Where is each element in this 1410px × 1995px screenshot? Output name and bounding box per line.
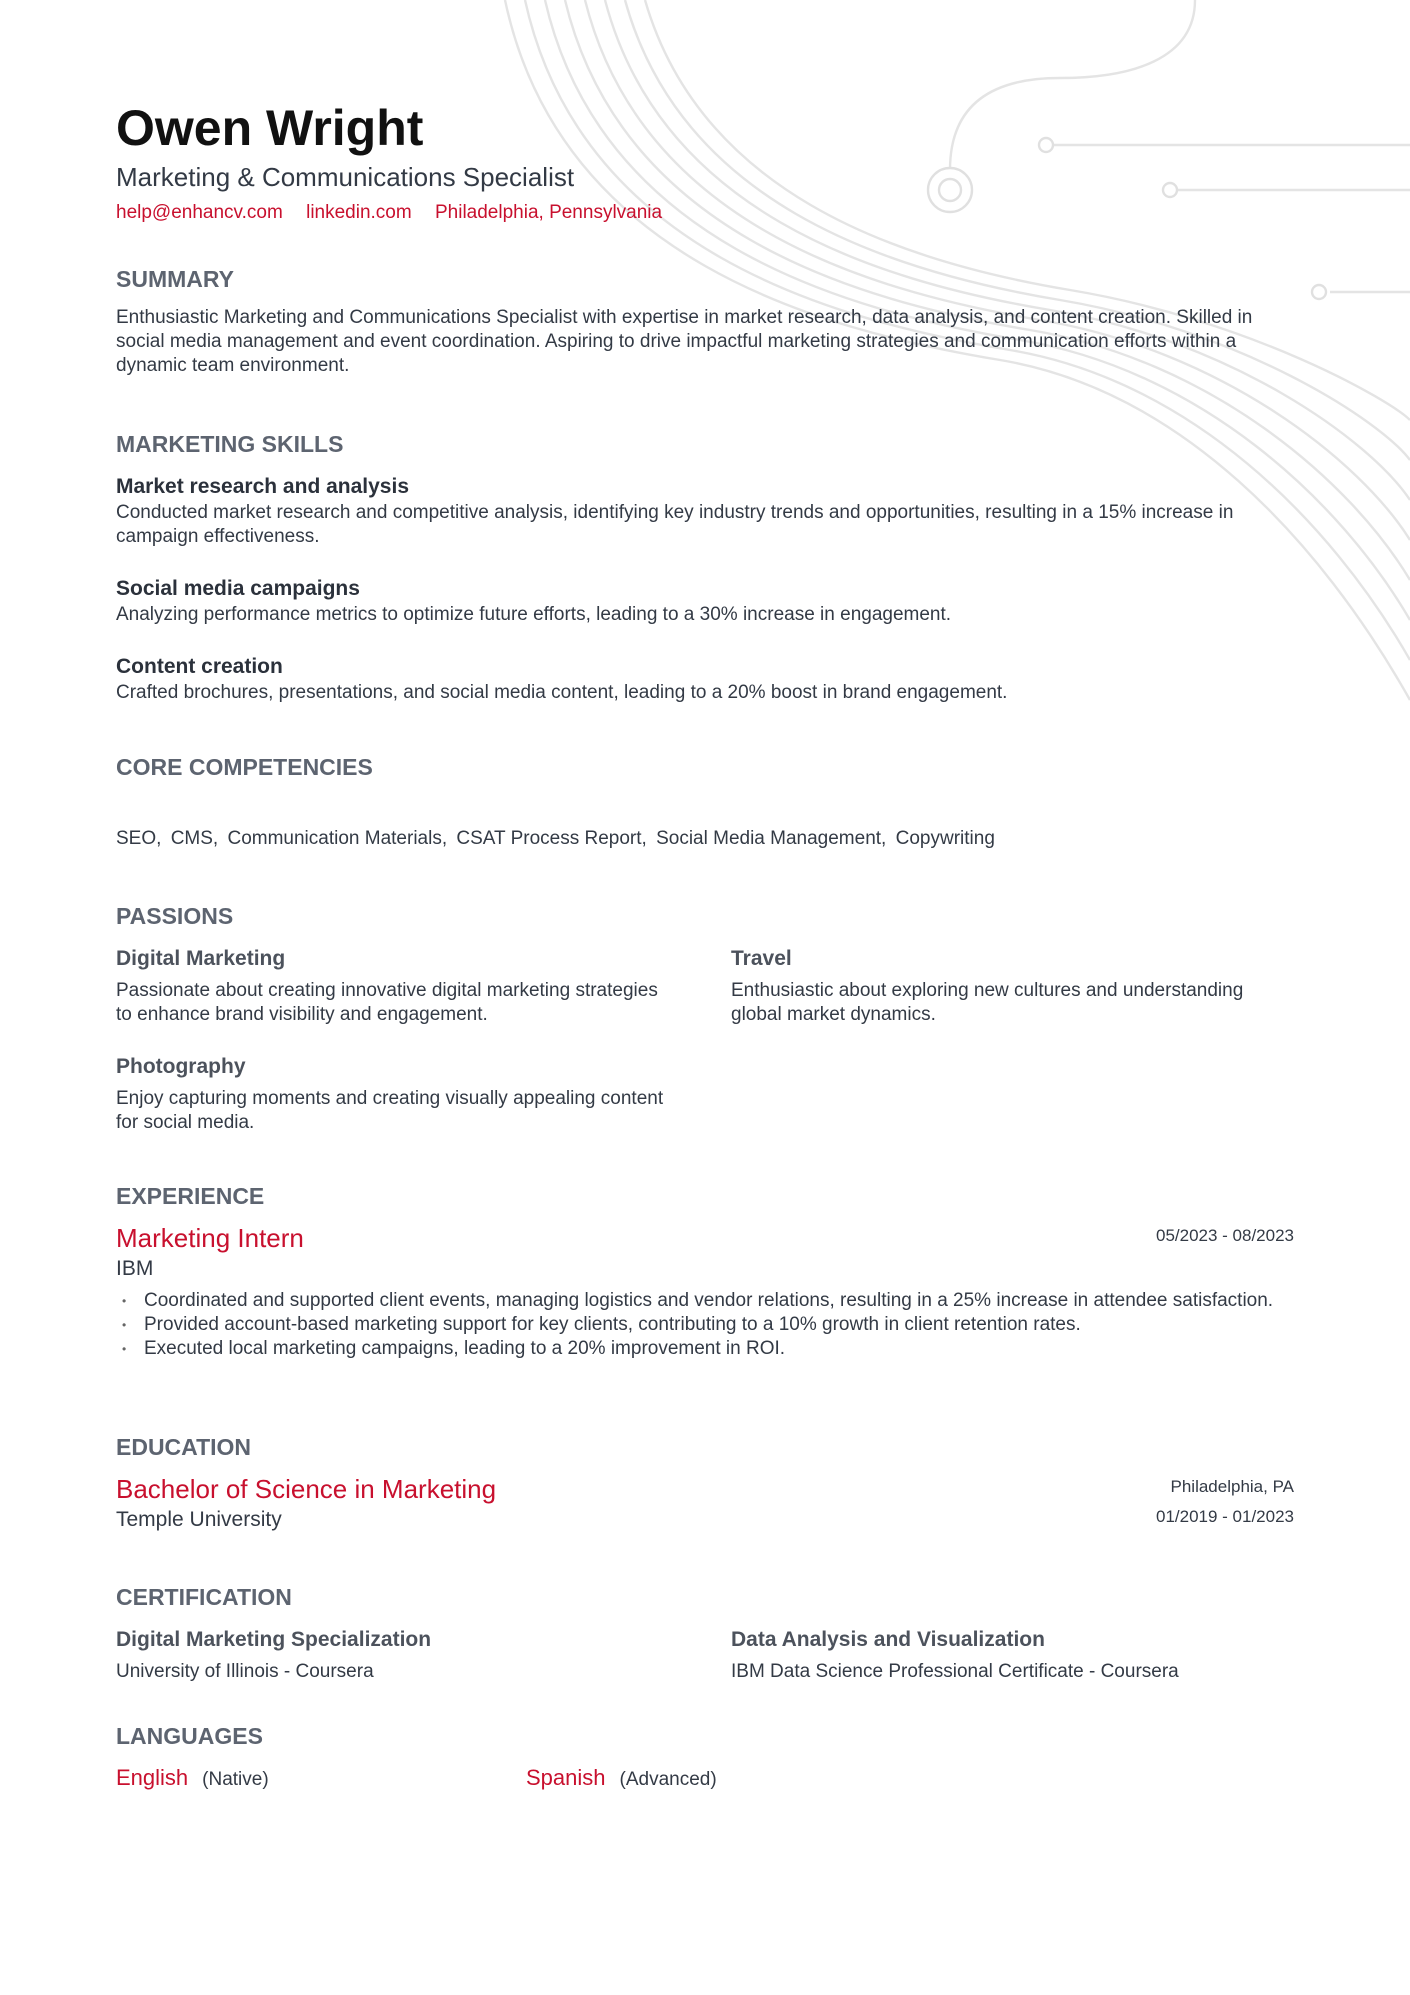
education-meta [1156,1472,1294,1532]
competency-tag: SEO, [116,828,162,849]
section-heading: SUMMARY [116,266,234,292]
language-level: (Advanced) [619,1769,717,1790]
email-link[interactable]: help@enhancv.com [116,202,283,223]
certification-section [116,1582,1294,1682]
section-heading: PASSIONS [116,903,234,929]
job-title: Marketing Intern [116,1223,304,1253]
skill-title: Content creation [116,655,283,678]
competency-tag: Social Media Management, [656,828,887,849]
experience-entry [116,1221,1294,1361]
location-link[interactable]: Philadelphia, Pennsylvania [434,202,663,223]
certification-issuer: IBM Data Science Professional Certificate - Coursera [731,1661,1179,1682]
education-dates: 01/2019 - 01/2023 [1155,1507,1294,1526]
company-name: IBM [116,1257,154,1280]
competency-tag: CMS, [170,828,219,849]
passions-section [116,901,1294,1131]
candidate-title: Marketing & Communications Specialist [116,162,575,192]
passion-item [731,945,1291,1027]
passion-desc: Enthusiastic about exploring new cultures and understanding global market dynamics. [731,980,1244,1025]
experience-section [116,1181,1294,1361]
competencies-section [116,752,1294,851]
passion-item [116,1053,676,1135]
certification-issuer: University of Illinois - Coursera [116,1661,374,1682]
achievement-list [116,1289,1294,1361]
skills-section [116,429,1294,705]
passion-title: Travel [731,947,792,970]
achievement-item: • Executed local marketing campaigns, leading to a 20% improvement in ROI. [116,1337,1294,1361]
certification-item [731,1626,1291,1684]
certification-title: Data Analysis and Visualization [731,1628,1045,1651]
section-heading: CERTIFICATION [116,1584,292,1610]
skill-title: Market research and analysis [116,475,409,498]
passion-item [116,945,676,1027]
section-heading: LANGUAGES [116,1723,263,1749]
section-heading: MARKETING SKILLS [116,431,344,457]
competency-tag: CSAT Process Report, [456,828,647,849]
education-entry [116,1472,1294,1534]
contact-row [116,200,1294,226]
competency-tag: Copywriting [895,828,995,849]
experience-dates: 05/2023 - 08/2023 [1155,1226,1294,1245]
summary-section [116,264,1294,378]
resume-page [116,96,1294,1790]
competency-tag: Communication Materials, [227,828,448,849]
skill-desc: Crafted brochures, presentations, and social media content, leading to a 20% boost in brand engagement. [116,682,1008,703]
candidate-name: Owen Wright [116,100,424,156]
section-heading: EXPERIENCE [116,1183,265,1209]
language-item [116,1765,269,1791]
skill-desc: Analyzing performance metrics to optimize future efforts, leading to a 30% increase in engagement. [116,604,952,625]
language-level: (Native) [202,1769,269,1790]
skill-desc: Conducted market research and competitive analysis, identifying key industry trends and opportunities, resulting in a 15% increase in campaign effectiveness. [116,502,1234,547]
skill-item [116,575,1294,627]
skill-title: Social media campaigns [116,577,360,600]
languages-section [116,1721,1294,1801]
certification-title: Digital Marketing Specialization [116,1628,432,1651]
language-item [526,1765,717,1791]
achievement-item: • Coordinated and supported client events, managing logistics and vendor relations, resulting in a 25% increase in attendee satisfaction. [116,1289,1294,1313]
passion-desc: Passionate about creating innovative digital marketing strategies to enhance brand visibility and engagement. [116,980,658,1025]
certification-item [116,1626,676,1684]
language-name: Spanish [526,1765,606,1790]
education-location: Philadelphia, PA [1170,1477,1294,1496]
section-heading: CORE COMPETENCIES [116,754,373,780]
passion-desc: Enjoy capturing moments and creating visually appealing content for social media. [116,1088,664,1133]
education-section [116,1432,1294,1534]
passion-title: Digital Marketing [116,947,286,970]
skill-item [116,473,1294,549]
summary-text: Enthusiastic Marketing and Communications Specialist with expertise in market research, data analysis, and content creation. Skilled in social media management and event coordination. Aspiring to drive impactful marketing strategies and communication efforts within a dynamic team environment. [116,307,1253,376]
passion-title: Photography [116,1055,246,1078]
section-heading: EDUCATION [116,1434,252,1460]
school-name: Temple University [116,1508,282,1531]
degree-title: Bachelor of Science in Marketing [116,1474,497,1504]
achievement-item: • Provided account-based marketing support for key clients, contributing to a 10% growth in client retention rates. [116,1313,1294,1337]
linkedin-link[interactable]: linkedin.com [306,202,412,223]
language-name: English [116,1765,189,1790]
skill-item [116,653,1294,705]
competency-list [116,827,1294,851]
